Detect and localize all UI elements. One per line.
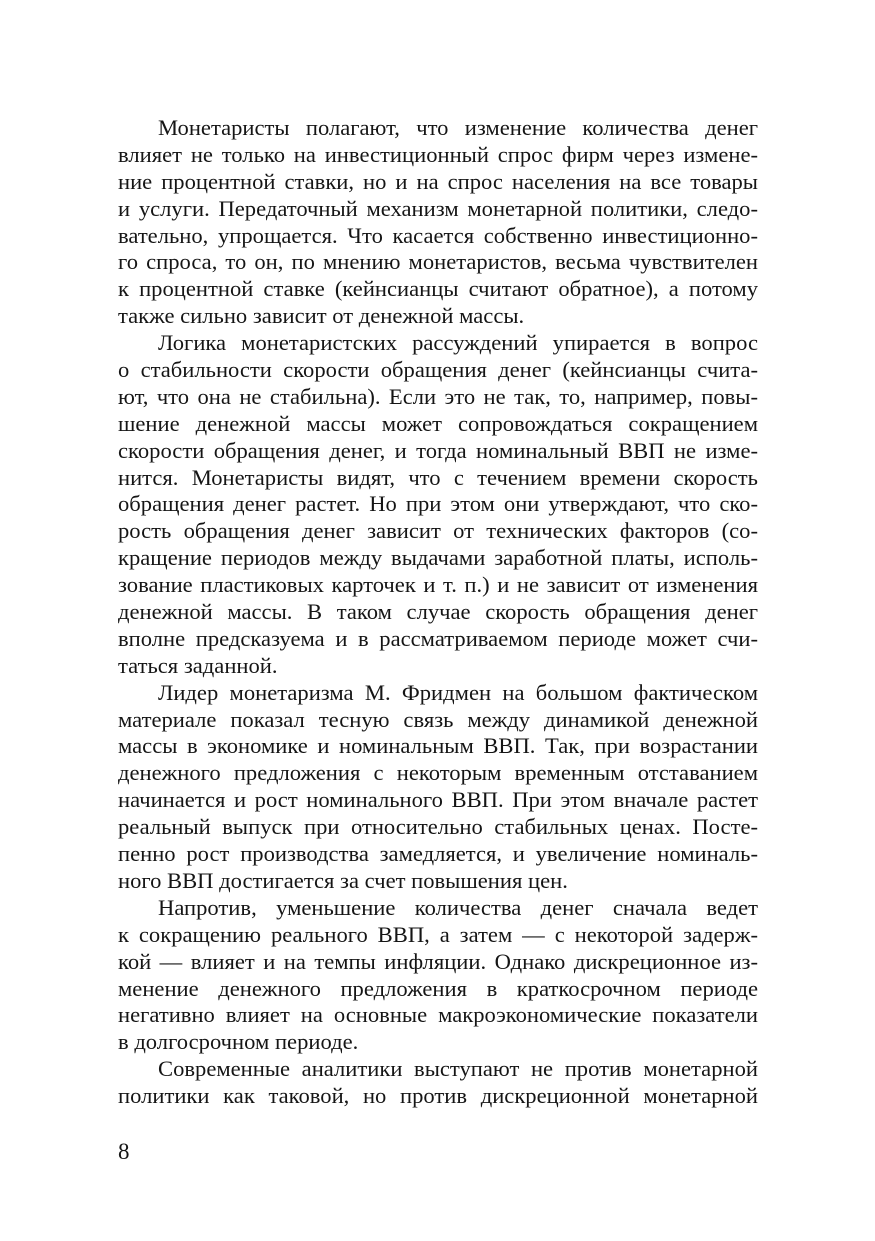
text-line: Логика монетаристских рассуждений упирается в вопрос [158,330,758,356]
text-line: о стабильности скорости обращения денег (кейнсианцы счита- [118,357,758,383]
text-line: также сильно зависит от денежной массы. [118,303,525,329]
text-line: начинается и рост номинального ВВП. При этом вначале растет [118,787,758,813]
text-line: к процентной ставке (кейнсианцы считают обратное), а потому [118,276,758,302]
paragraph [118,115,758,330]
text-line: скорости обращения денег, и тогда номинальный ВВП не изме- [118,437,758,463]
text-line: шение денежной массы может сопровождаться сокращением [118,410,758,436]
text-line: менение денежного предложения в краткосрочном периоде [118,975,758,1001]
text-line: вполне предсказуема и в рассматриваемом периоде может счи- [118,625,758,651]
body-text [118,115,758,1110]
paragraph [118,895,758,1056]
text-line: ние процентной ставки, но и на спрос населения на все товары [118,168,758,194]
text-line: обращения денег растет. Но при этом они утверждают, что ско- [118,491,758,517]
page-number: 8 [118,1139,130,1164]
text-line: ного ВВП достигается за счет повышения цен. [118,867,568,893]
text-line: массы в экономике и номинальным ВВП. Так, при возрастании [118,733,758,759]
text-line: реальный выпуск при относительно стабильных ценах. Посте- [118,814,758,840]
text-line: денежного предложения с некоторым временным отставанием [118,760,758,786]
text-line: пенно рост производства замедляется, и увеличение номиналь- [118,841,758,867]
paragraph [118,330,758,680]
text-line: рость обращения денег зависит от технических факторов (со- [118,518,758,544]
text-line: ют, что она не стабильна). Если это не так, то, например, повы- [118,383,758,409]
text-line: зование пластиковых карточек и т. п.) и не зависит от изменения [118,572,758,598]
text-line: Современные аналитики выступают не против монетарной [158,1056,758,1082]
text-line: политики как таковой, но против дискреционной монетарной [118,1083,758,1109]
text-line: Монетаристы полагают, что изменение количества денег [158,115,758,140]
text-line: кращение периодов между выдачами заработной платы, исполь- [118,545,758,571]
text-line: материале показал тесную связь между динамикой денежной [118,706,758,732]
text-line: в долгосрочном периоде. [118,1029,359,1055]
paragraph [118,1056,758,1110]
text-line: и услуги. Передаточный механизм монетарной политики, следо- [118,195,758,221]
text-line: кой — влияет и на темпы инфляции. Однако дискреционное из- [118,948,758,974]
text-line: нится. Монетаристы видят, что с течением времени скорость [118,464,758,490]
text-line: Напротив, уменьшение количества денег сначала ведет [158,894,758,920]
paragraph [118,680,758,895]
text-line: таться заданной. [118,652,278,678]
text-line: влияет не только на инвестиционный спрос фирм через измене- [118,141,758,167]
text-line: денежной массы. В таком случае скорость обращения денег [118,599,758,625]
text-line: к сокращению реального ВВП, а затем — с некоторой задерж- [118,921,758,947]
text-line: негативно влияет на основные макроэкономические показатели [118,1002,758,1028]
text-line: Лидер монетаризма М. Фридмен на большом фактическом [158,679,758,705]
text-line: вательно, упрощается. Что касается собственно инвестиционно- [118,222,758,248]
text-line: го спроса, то он, по мнению монетаристов, весьма чувствителен [118,249,758,275]
